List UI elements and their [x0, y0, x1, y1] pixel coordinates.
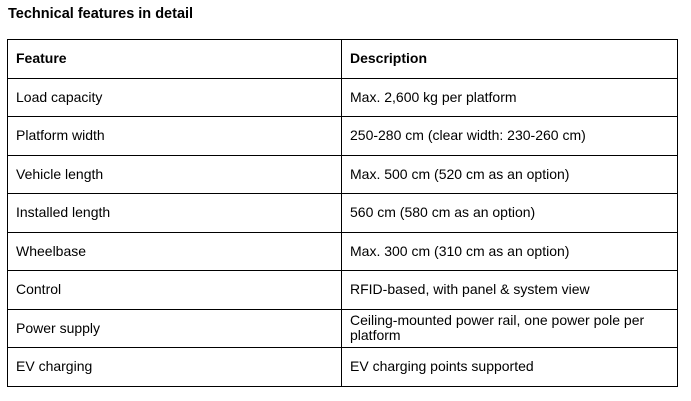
feature-cell: Power supply [8, 309, 342, 348]
page-heading: Technical features in detail [8, 6, 194, 22]
feature-cell: Wheelbase [8, 232, 342, 271]
feature-cell: Control [8, 271, 342, 310]
description-cell: RFID-based, with panel & system view [342, 271, 678, 310]
table-row [8, 117, 678, 156]
table-row [8, 194, 678, 233]
header-description: Description [342, 40, 678, 79]
table-row [8, 309, 678, 348]
feature-cell: Platform width [8, 117, 342, 156]
table-row [8, 155, 678, 194]
description-cell: Max. 2,600 kg per platform [342, 78, 678, 117]
description-cell: Ceiling-mounted power rail, one power pole per platform [342, 309, 678, 348]
feature-cell: EV charging [8, 348, 342, 387]
feature-cell: Vehicle length [8, 155, 342, 194]
table-header-row [8, 40, 678, 79]
feature-cell: Load capacity [8, 78, 342, 117]
features-table [7, 39, 678, 387]
header-feature: Feature [8, 40, 342, 79]
description-cell: Max. 300 cm (310 cm as an option) [342, 232, 678, 271]
table-row [8, 348, 678, 387]
feature-cell: Installed length [8, 194, 342, 233]
description-cell: EV charging points supported [342, 348, 678, 387]
table-row [8, 271, 678, 310]
description-cell: Max. 500 cm (520 cm as an option) [342, 155, 678, 194]
description-cell: 560 cm (580 cm as an option) [342, 194, 678, 233]
table-row [8, 232, 678, 271]
table-row [8, 78, 678, 117]
description-cell: 250-280 cm (clear width: 230-260 cm) [342, 117, 678, 156]
